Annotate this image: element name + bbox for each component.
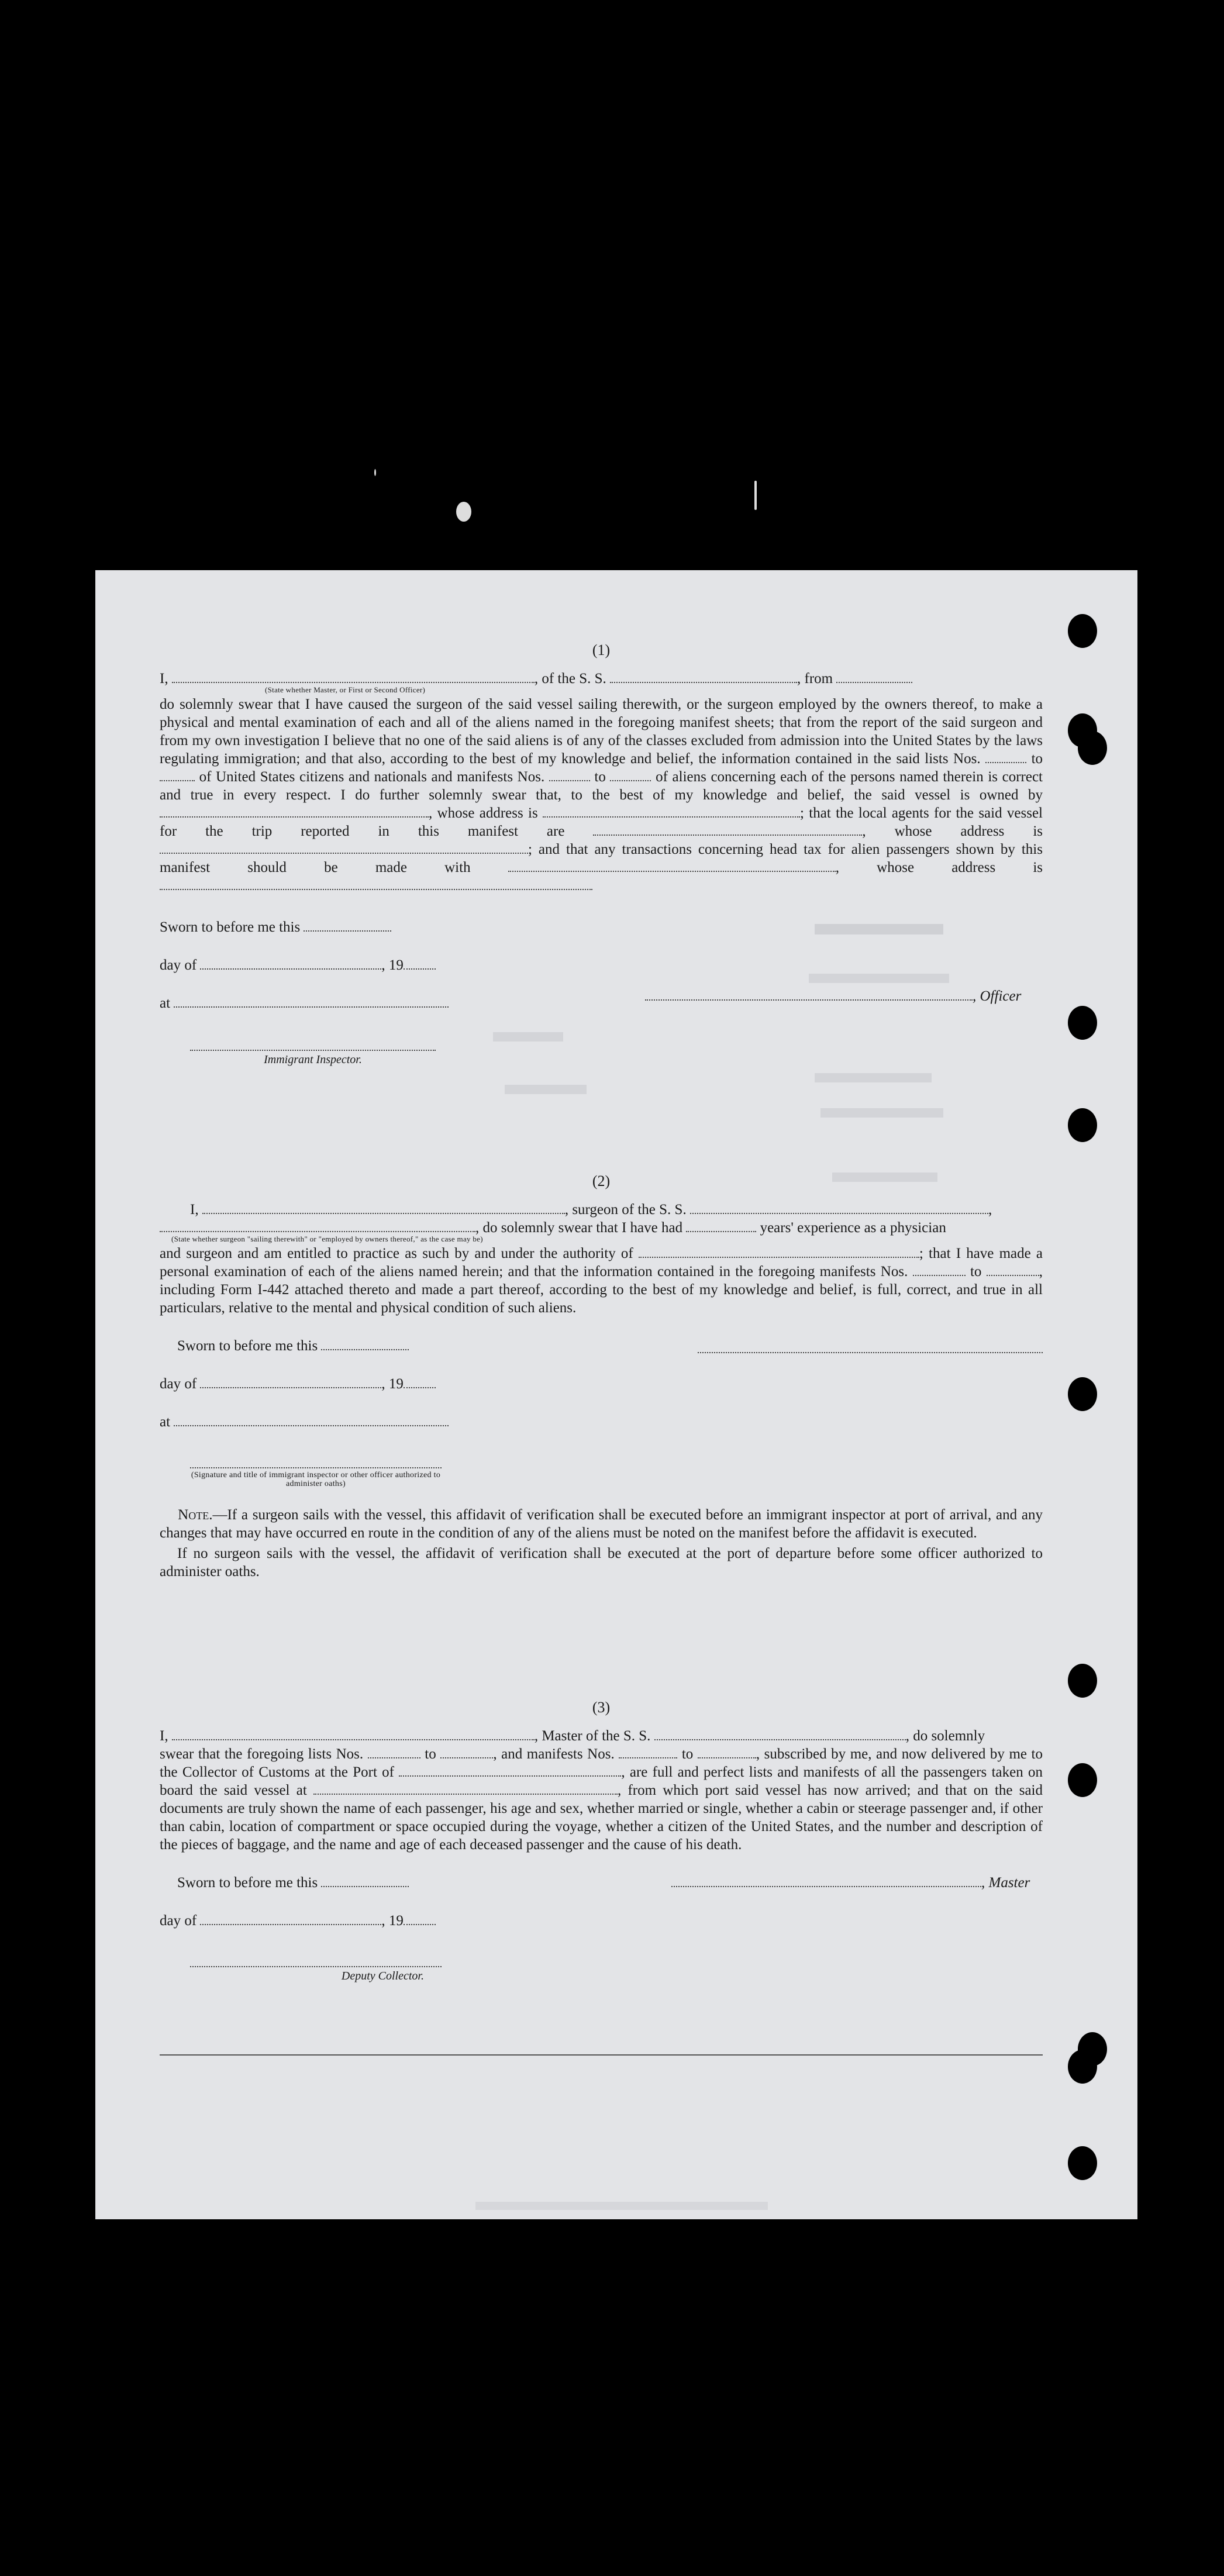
lists-from-field[interactable]: [985, 751, 1026, 763]
sworn-row: Sworn to before me this: [160, 918, 1043, 936]
day-field[interactable]: [200, 1377, 381, 1388]
manifests-from-field[interactable]: [913, 1264, 966, 1276]
embark-port-field[interactable]: [313, 1783, 618, 1795]
surgeon-line: I, , surgeon of the S. S. ,: [190, 1202, 992, 1218]
manifests-from-field[interactable]: [619, 1747, 677, 1758]
bottom-rule: [160, 2054, 1043, 2056]
day-row: day of , 19: [160, 956, 1043, 974]
lists-from-field[interactable]: [368, 1747, 420, 1758]
inspector-title: Immigrant Inspector.: [264, 1053, 362, 1066]
year-field[interactable]: [404, 1377, 436, 1388]
punch-hole: [1078, 731, 1107, 765]
day-field[interactable]: [200, 1913, 381, 1925]
vessel-field[interactable]: [654, 1729, 906, 1740]
sworn-row: Sworn to before me this , Master: [177, 1875, 1030, 1891]
affidavit-master: [160, 642, 1043, 1067]
port-field[interactable]: [399, 1765, 621, 1777]
deputy-signature: [190, 1953, 442, 1983]
agents-field[interactable]: [593, 824, 862, 836]
name-field[interactable]: [172, 671, 535, 683]
at-place-field[interactable]: [174, 1415, 449, 1426]
punch-hole: [1068, 1108, 1097, 1142]
master-signature-field[interactable]: [671, 1875, 981, 1887]
bleed-through-text: [475, 2202, 768, 2210]
master-line: I, , of the S. S. , from: [160, 670, 1043, 688]
bleed-through-text: [505, 1085, 587, 1094]
years-experience-field[interactable]: [686, 1220, 756, 1232]
section-number: (1): [592, 642, 611, 658]
day-field[interactable]: [200, 958, 381, 970]
lists-to-field[interactable]: [440, 1747, 493, 1758]
surgeon-vessel-field[interactable]: [690, 1202, 988, 1214]
sworn-row: Sworn to before me this: [160, 1337, 1043, 1355]
head-tax-contact-field[interactable]: [508, 860, 836, 872]
surgeon-note-2: If no surgeon sails with the vessel, the affidavit of verification shall be executed at the port of departure before some officer authorized to administer oaths.: [160, 1546, 1043, 1580]
affidavit-collector: [160, 1699, 1043, 1983]
manifests-from-field[interactable]: [549, 770, 590, 781]
section-number: (2): [592, 1173, 611, 1189]
officer-signature: , Officer: [645, 987, 1021, 1005]
punch-hole: [1068, 2050, 1097, 2084]
surgeon-note: Note.—If a surgeon sails with the vessel, this affidavit of verification shall be executed before an immigrant inspector at port of arrival, and any changes that may have occurred en route in the condition of any of the aliens must be noted on the manifest before the affidavit is executed.: [160, 1507, 1043, 1541]
surgeon-caption: (State whether surgeon "sailing therewith" or "employed by owners thereof," as the case may be): [171, 1234, 483, 1243]
sworn-date-field[interactable]: [321, 1339, 409, 1350]
owner-address-field[interactable]: [543, 806, 800, 818]
officer-signature-field[interactable]: [645, 989, 973, 1001]
punch-hole: [1068, 1763, 1097, 1797]
sworn-date-field[interactable]: [304, 920, 391, 932]
day-row: day of , 19: [160, 1912, 1043, 1930]
punch-hole: [1068, 1377, 1097, 1411]
lists-to-field[interactable]: [160, 770, 195, 781]
authority-field[interactable]: [639, 1246, 919, 1258]
agents-address-field[interactable]: [160, 842, 528, 854]
at-row: at: [160, 1413, 1043, 1431]
surgeon-signature-field[interactable]: [698, 1342, 1043, 1353]
inspector-signature-field[interactable]: [190, 1454, 442, 1468]
surgeon-name-field[interactable]: [202, 1202, 565, 1214]
manifests-to-field[interactable]: [987, 1264, 1039, 1276]
manifests-to-field[interactable]: [698, 1747, 756, 1758]
inspector-signature-field[interactable]: [190, 1037, 436, 1051]
master-oath-text: do solemnly swear that I have caused the surgeon of the said vessel sailing therewith, or the surgeon employed by the owners thereof, to make a physical and mental examination of each and all of the aliens named in the foregoing manifest sheets; that from the report of the said surgeon and from my own investigation I believe that no one of the said aliens is of any of the classes excluded from admission into the United States by the laws regulating immigration; and that also, according to the best of my knowledge and belief, the information contained in the said lists Nos. to of United States citizens and nationals and manifests Nos. to of aliens concerning each of the persons named therein is correct and true in every respect. I do further solemnly swear that, to the best of my knowledge and belief, the said vessel is owned by , whose address is ; that the local agents for the said vessel for the trip reported in this manifest are , whose address is ; and that any transactions concerning head tax for alien passengers shown by this manifest should be made with , whose address is: [160, 695, 1043, 895]
punch-hole: [1068, 2146, 1097, 2180]
bleed-through-text: [820, 1108, 943, 1118]
head-tax-address-field[interactable]: [160, 878, 592, 890]
inspector-signature: [190, 1037, 436, 1067]
section-number: (3): [592, 1699, 611, 1716]
punch-hole: [1068, 614, 1097, 648]
year-field[interactable]: [404, 958, 436, 970]
sworn-date-field[interactable]: [321, 1875, 409, 1887]
manifest-affidavit-page: [95, 570, 1137, 2219]
deputy-title: Deputy Collector.: [341, 1970, 424, 1982]
collector-oath-text: swear that the foregoing lists Nos. to , and manifests Nos. to , subscribed by me, and now delivered by me to the Collector of Customs at the Port of , are full and perfect lists and manifests of all the passengers taken on board the said vessel at , from which port said vessel has now arrived; and that on the said documents are truly shown the name of each passenger, his age and sex, whether married or single, whether a cabin or steerage passenger and, if other than cabin, location of compartment or space occupied during the voyage, whether a citizen of the United States, and the number and description of the pieces of baggage, and the name and age of each deceased passenger and the cause of his death.: [160, 1746, 1043, 1853]
signature-caption: (Signature and title of immigrant inspector or other officer authorized to administer oaths): [191, 1471, 441, 1488]
master-line: I, , Master of the S. S. , do solemnly: [160, 1728, 985, 1744]
inspector-signature: [190, 1454, 442, 1488]
surgeon-line-2: , do solemnly swear that I have had years' experience as a physician: [160, 1219, 1043, 1237]
year-field[interactable]: [404, 1913, 436, 1925]
bleed-through-text: [815, 1073, 932, 1082]
day-row: day of , 19: [160, 1375, 1043, 1393]
rank-caption: (State whether Master, or First or Second Officer): [265, 685, 426, 694]
master-signature: , Master: [671, 1874, 1030, 1892]
punch-hole: [1068, 1664, 1097, 1698]
affidavit-surgeon: [160, 1173, 1043, 1581]
at-place-field[interactable]: [174, 996, 449, 1008]
master-name-field[interactable]: [172, 1729, 535, 1740]
surgeon-oath-text: and surgeon and am entitled to practice as such by and under the authority of ; that I have made a personal examination of each of the aliens named herein; and that the information contained in the foregoing manifests Nos. to , including Form I-442 attached thereto and made a part thereof, according to the best of my knowledge and belief, is full, correct, and true in all particulars, relative to the mental and physical condition of such aliens.: [160, 1246, 1043, 1316]
at-row: at , Officer: [160, 988, 1022, 1011]
vessel-field[interactable]: [610, 671, 797, 683]
owner-field[interactable]: [160, 806, 429, 818]
from-port-field[interactable]: [836, 671, 912, 683]
punch-hole: [1068, 1006, 1097, 1040]
deputy-signature-field[interactable]: [190, 1953, 442, 1967]
surgeon-status-field[interactable]: [160, 1220, 475, 1232]
manifests-to-field[interactable]: [610, 770, 651, 781]
